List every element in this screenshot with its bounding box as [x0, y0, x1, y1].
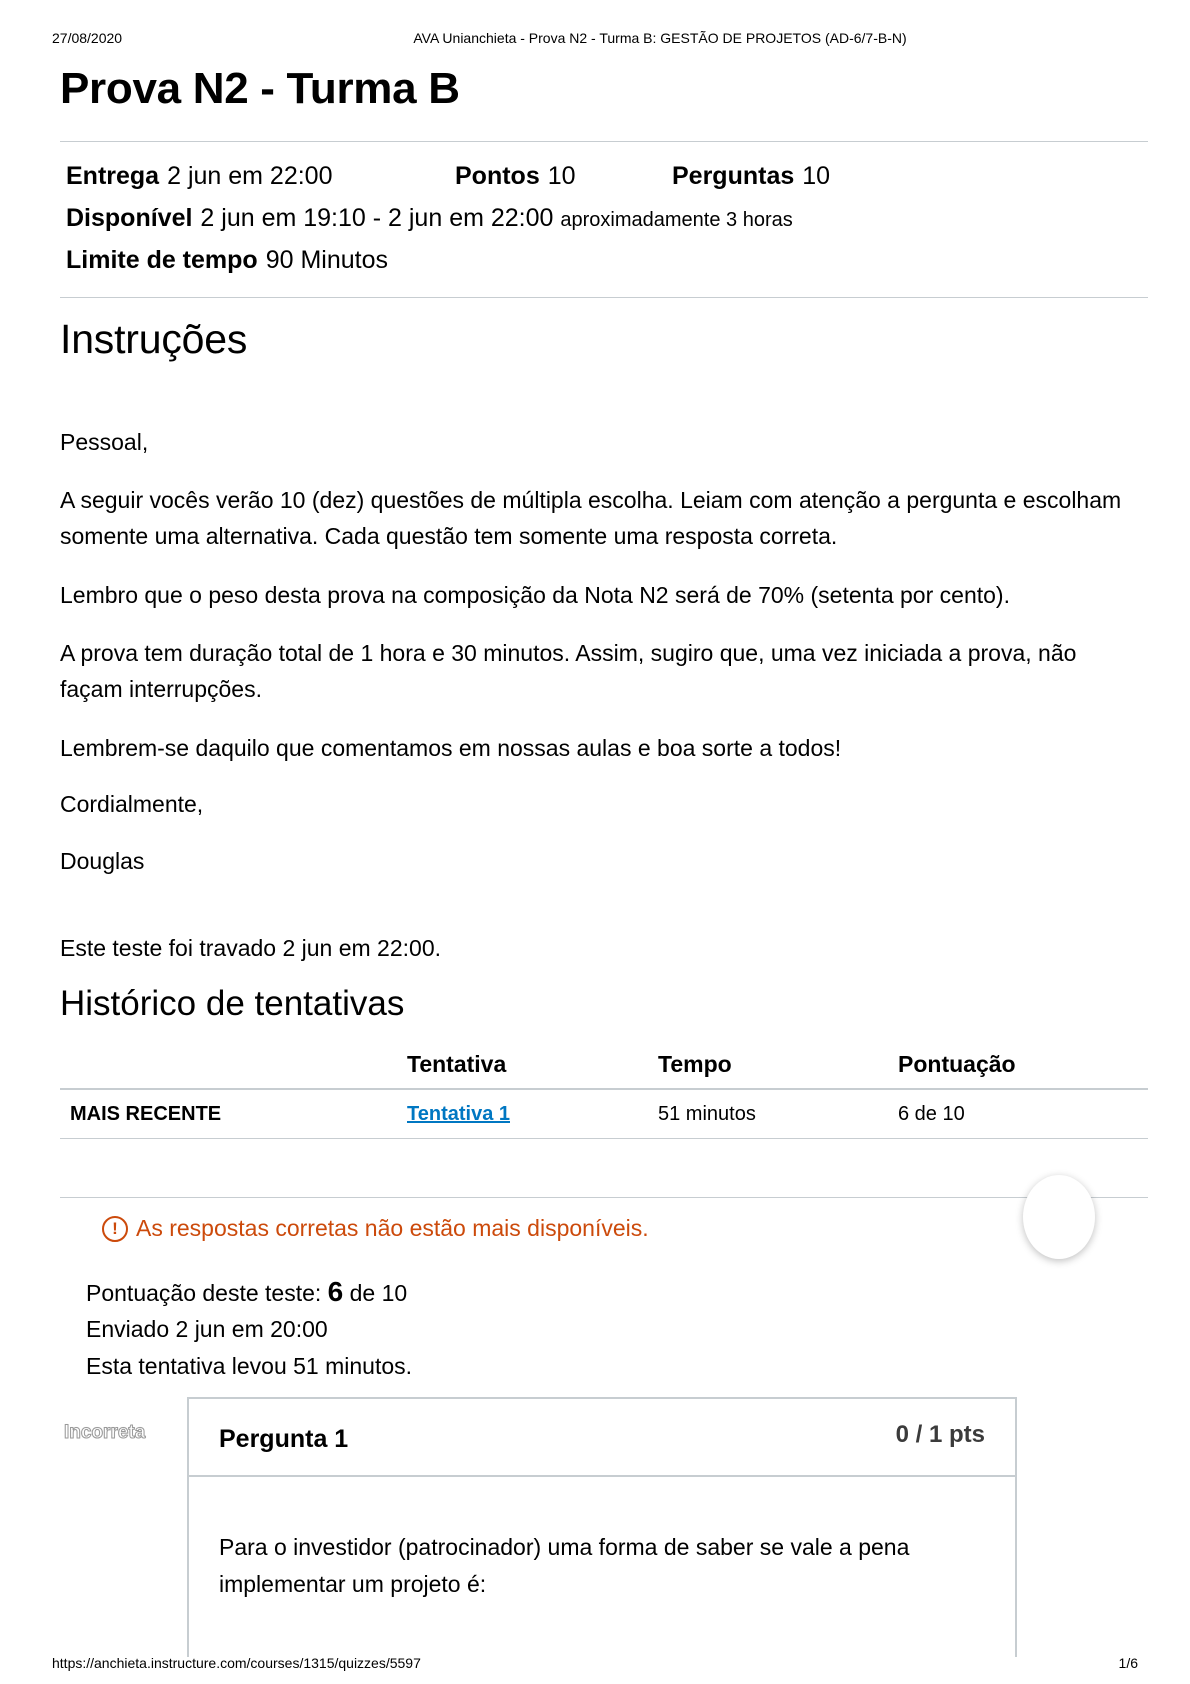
print-document-title: AVA Unianchieta - Prova N2 - Turma B: GESTÃO DE PROJETOS (AD-6/7-B-N) — [413, 30, 907, 46]
available-label: Disponível — [66, 204, 193, 232]
locked-note: Este teste foi travado 2 jun em 22:00. — [60, 935, 442, 961]
instructions-paragraph: A seguir vocês verão 10 (dez) questões de múltipla escolha. Leiam com atenção a pergunta e escolham somente uma alternativa. Cada questão tem somente uma resposta correta. — [60, 487, 1122, 549]
submitted-line: Enviado 2 jun em 20:00 — [86, 1316, 328, 1342]
points-label: Pontos — [455, 162, 540, 190]
time-limit-value: 90 Minutos — [265, 246, 388, 274]
divider — [60, 141, 1148, 142]
instructions-signature: Douglas — [60, 848, 145, 874]
warning-text: As respostas corretas não estão mais disponíveis. — [136, 1215, 649, 1241]
print-date: 27/08/2020 — [52, 30, 123, 46]
page-number: 1/6 — [1118, 1655, 1138, 1671]
instructions-title: Instruções — [60, 316, 248, 362]
question-card — [187, 1397, 1017, 1657]
print-url: https://anchieta.instructure.com/courses/1315/quizzes/5597 — [52, 1655, 421, 1671]
column-header-time: Tempo — [658, 1040, 898, 1089]
print-header — [52, 30, 1138, 50]
divider — [60, 1197, 1148, 1198]
time-cell: 51 minutos — [658, 1089, 898, 1139]
instructions-paragraph: Cordialmente, — [60, 791, 204, 817]
column-header — [60, 1040, 407, 1089]
print-footer — [52, 1655, 1138, 1675]
available-note: aproximadamente 3 horas — [560, 209, 793, 231]
due-label: Entrega — [66, 162, 160, 190]
due-value: 2 jun em 22:00 — [167, 162, 333, 190]
page-title: Prova N2 - Turma B — [60, 64, 460, 113]
floating-action-button[interactable] — [1023, 1175, 1095, 1259]
points-value: 10 — [547, 162, 576, 190]
question-header — [189, 1399, 1015, 1477]
available-value: 2 jun em 19:10 - 2 jun em 22:00 — [200, 204, 554, 232]
time-limit-meta — [66, 246, 388, 275]
column-header-attempt: Tentativa — [407, 1040, 658, 1089]
warning-icon: ! — [102, 1216, 128, 1242]
warning-message — [102, 1215, 649, 1242]
question-points: 0 / 1 pts — [895, 1421, 985, 1448]
answer-status-badge: Incorreta — [64, 1422, 146, 1443]
column-header-score: Pontuação — [898, 1040, 1148, 1089]
duration-line: Esta tentativa levou 51 minutos. — [86, 1353, 413, 1379]
points-meta — [455, 162, 576, 191]
table-header-row — [60, 1040, 1148, 1089]
question-title: Pergunta 1 — [219, 1425, 349, 1453]
time-limit-label: Limite de tempo — [66, 246, 258, 274]
score-value: 6 — [327, 1276, 344, 1307]
table-row — [60, 1089, 1148, 1139]
attempt-history-table — [60, 1040, 1148, 1139]
row-label: MAIS RECENTE — [60, 1089, 407, 1139]
questions-label: Perguntas — [672, 162, 795, 190]
history-title: Histórico de tentativas — [60, 984, 405, 1023]
question-text: Para o investidor (patrocinador) uma forma de saber se vale a pena implementar um projeto é: — [219, 1534, 910, 1597]
questions-meta — [672, 162, 830, 191]
divider — [60, 297, 1148, 298]
quiz-meta-row-1 — [66, 162, 333, 191]
quiz-score-line — [86, 1276, 407, 1308]
instructions-paragraph: A prova tem duração total de 1 hora e 30 minutos. Assim, sugiro que, uma vez iniciada a prova, não façam interrupções. — [60, 640, 1077, 702]
attempt-cell — [407, 1089, 658, 1139]
available-meta — [66, 204, 793, 233]
attempt-link[interactable]: Tentativa 1 — [407, 1102, 510, 1125]
questions-value: 10 — [802, 162, 831, 190]
instructions-paragraph: Lembro que o peso desta prova na composição da Nota N2 será de 70% (setenta por cento). — [60, 582, 1010, 608]
score-prefix: Pontuação deste teste: — [86, 1280, 322, 1306]
instructions-paragraph: Pessoal, — [60, 429, 149, 455]
score-suffix: de 10 — [349, 1280, 408, 1306]
instructions-paragraph: Lembrem-se daquilo que comentamos em nossas aulas e boa sorte a todos! — [60, 735, 842, 761]
score-cell: 6 de 10 — [898, 1089, 1148, 1139]
